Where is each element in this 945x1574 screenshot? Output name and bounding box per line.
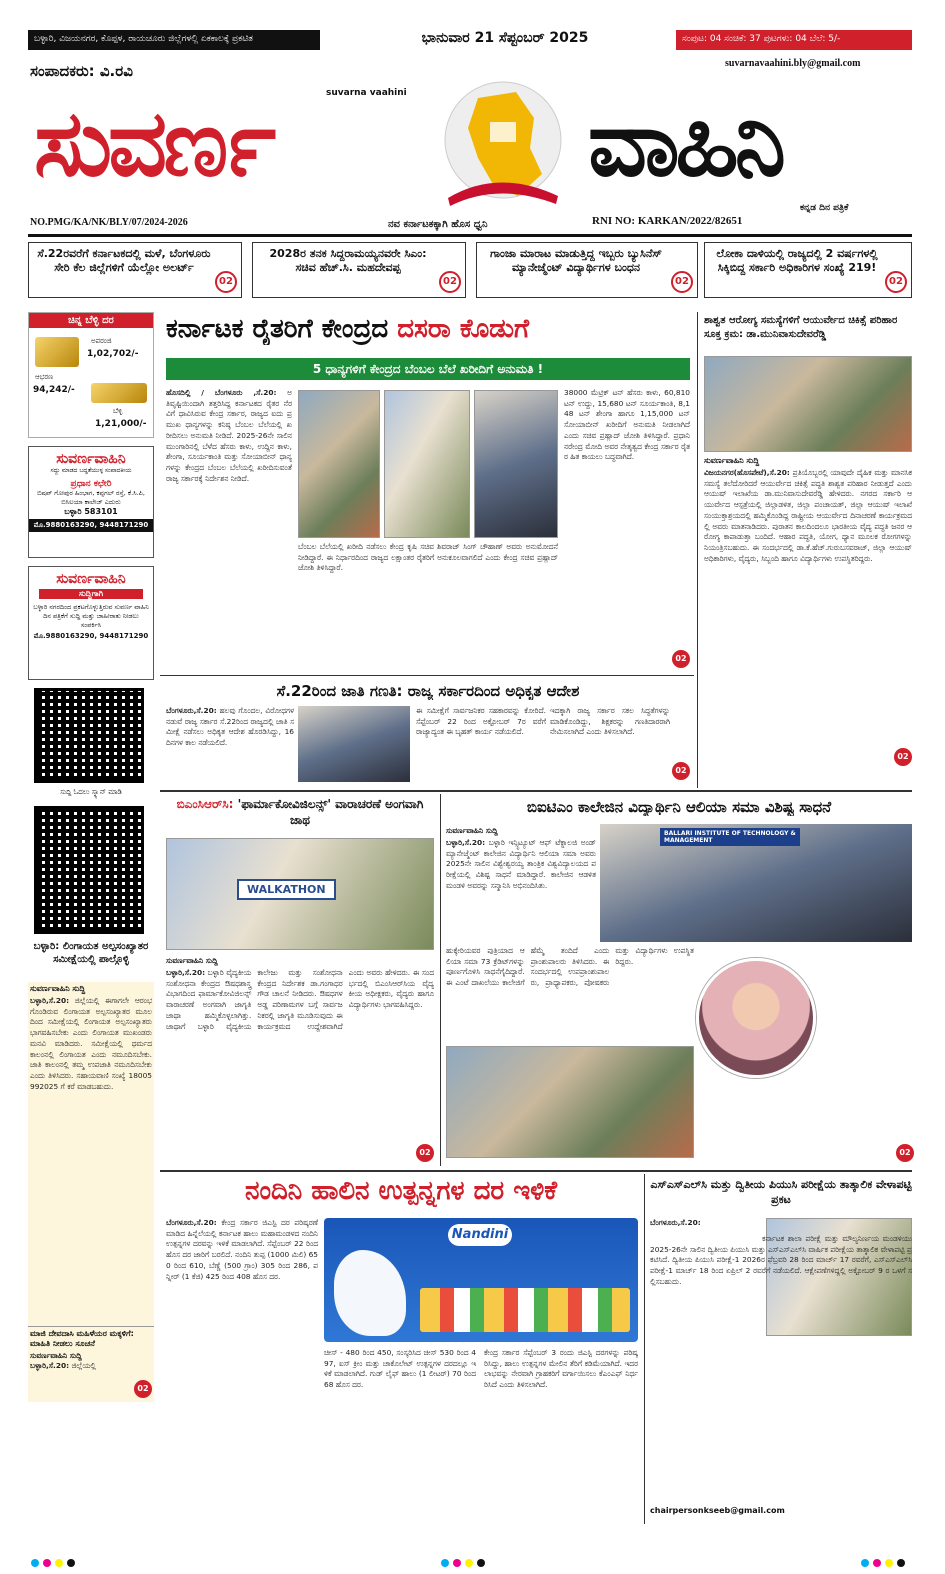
- lingayat-body-text: ಜಿಲ್ಲೆಯಲ್ಲಿ ಈಗಾಗಲೇ ಆರಂಭಗೊಂಡಿರುವ ಲಿಂಗಾಯತ ಅಲ್ಪಸಂಖ್ಯಾತರ ಮೂಲದಿಂದ ಸಮೀಕ್ಷೆಯಲ್ಲಿ ಲಿಂಗಾಯತ ಅಲ್ಪಸಂಖ್ಯಾತರು ಭಾಗವಹಿಸಬೇಕು ಎಂದು ಲಿಂಗಾಯತ ಮುಖಂಡರು ಮನವಿ ಮಾಡಿದರು. ಸಮೀಕ್ಷೆಯಲ್ಲಿ ಧರ್ಮದ ಕಾಲಂನಲ್ಲಿ ಲಿಂಗಾಯತ ಎಂದು ನಮೂದಿಸಬೇಕು. ಜಾತಿ ಕಾಲಂನಲ್ಲಿ ತಮ್ಮ ಉಪಜಾತಿ ನಮೂದಿಸಬೇಕು ಎಂದು ತಿಳಿಸಿದರು. ಸಹಾಯವಾಣಿ ಸಂಖ್ಯೆ 18005992025 ಗೆ ಕರೆ ಮಾಡಬಹುದು.: [30, 996, 152, 1091]
- page-ref-badge: 02: [885, 271, 907, 293]
- issue-date: ಭಾನುವಾರ 21 ಸೆಪ್ಟಂಬರ್ 2025: [421, 30, 589, 46]
- districts-banner: ಬಳ್ಳಾರಿ, ವಿಜಯನಗರ, ಕೊಪ್ಪಳ, ರಾಯಚೂರು ಜಿಲ್ಲೆಗಳಲ್ಲಿ ಏಕಕಾಲಕ್ಕೆ ಪ್ರಕಟಿತ: [28, 30, 320, 50]
- silver-label: ಬೆಳ್ಳಿ: [113, 407, 123, 415]
- masthead-name-left: ಸುವರ್ಣ: [34, 90, 273, 197]
- divider: [160, 675, 694, 676]
- divider: [697, 312, 698, 788]
- sslc-body: ಕರ್ನಾಟಕ ಶಾಲಾ ಪರೀಕ್ಷೆ ಮತ್ತು ಮೌಲ್ಯನಿರ್ಣಯ ಮಂಡಳಿಯು 2025-26ನೇ ಸಾಲಿನ ದ್ವಿತೀಯ ಪಿಯುಸಿ ಮತ್ತು ಎಸ್‌ಎಸ್‌ಎಲ್‌ಸಿ ವಾರ್ಷಿಕ ಪರೀಕ್ಷೆಯ ತಾತ್ಕಾಲಿಕ ವೇಳಾಪಟ್ಟಿ ಪ್ರಕಟಿಸಿದೆ. ದ್ವಿತೀಯ ಪಿಯುಸಿ ಪರೀಕ್ಷೆ-1 2026ರ ಫೆಬ್ರವರಿ 28 ರಿಂದ ಮಾರ್ಚ್ 17 ರವರೆಗೆ, ಎಸ್‌ಎಸ್‌ಎಲ್‌ಸಿ ಪರೀಕ್ಷೆ-1 ಮಾರ್ಚ್ 18 ರಿಂದ ಏಪ್ರಿಲ್ 2 ರವರೆಗೆ ನಡೆಯಲಿದೆ. ಆಕ್ಷೇಪಣೆಗಳಿದ್ದಲ್ಲಿ ಅಕ್ಟೋಬರ್ 9 ರ ಒಳಗೆ ಸಲ್ಲಿಸಬಹುದು.: [650, 1234, 912, 1286]
- brief-text: ಸೆ.22ರವರೆಗೆ ಕರ್ನಾಟಕದಲ್ಲಿ ಮಳೆ, ಬೆಂಗಳೂರು ಸೇರಿ ಕೆಲ ಜಿಲ್ಲೆಗಳಿಗೆ ಯೆಲ್ಲೋ ಅಲರ್ಟ್: [37, 247, 211, 275]
- ad-address: ಬಿಷಪ್ ಗೋಪುರ ಹಿಂಭಾಗ, ಕಪ್ಪಗಲ್ ರಸ್ತೆ, ಕೆ.ಸಿ.ಪಿ, ಬಿಸಿಲಯಾ ಕಾಲೇಜ್ ಎದುರು: [37, 489, 145, 506]
- devadasi-dateline: ಬಳ್ಳಾರಿ,ಸೆ.20:: [30, 1361, 70, 1370]
- devadasi-byline: ಸುವರ್ಣವಾಹಿನಿ ಸುದ್ದಿ: [30, 1351, 82, 1360]
- divider: [160, 790, 912, 792]
- pharma-body-text: ಬಳ್ಳಾರಿ ವೈದ್ಯಕೀಯ ಸಂಶೋಧನಾ ಕೇಂದ್ರದ ಔಷಧಶಾಸ್ತ್ರ ವಿಭಾಗದಿಂದ ಫಾರ್ಮಾಕೋವಿಜಿಲನ್ಸ್ ವಾರಾಚರಣೆ ಅಂಗವಾಗಿ ಜಾಗೃತಿ ಜಾಥಾ ಹಮ್ಮಿಕೊಳ್ಳಲಾಗಿತ್ತು. ಜಾಥಾಗೆ ಬಳ್ಳಾರಿ ವೈದ್ಯಕೀಯ ಕಾಲೇಜು ಮತ್ತು ಸಂಶೋಧನಾ ಕೇಂದ್ರದ ನಿರ್ದೇಶಕ ಡಾ.ಗಂಗಾಧರ ಗೌಡ ಚಾಲನೆ ನೀಡಿದರು. ಔಷಧಗಳ ಅಡ್ಡ ಪರಿಣಾಮಗಳ ಬಗ್ಗೆ ಸಾರ್ವಜನಿಕರಲ್ಲಿ ಜಾಗೃತಿ ಮೂಡಿಸುವುದು ಈ ಕಾರ್ಯಕ್ರಮದ ಉದ್ದೇಶವಾಗಿದೆ ಎಂದು ಅವರು ಹೇಳಿದರು. ಈ ಸಂದರ್ಭದಲ್ಲಿ ಬಿಎಂಸಿಆರ್‌ಸಿಯ ವೈದ್ಯಕೀಯ ಅಧೀಕ್ಷಕರು, ವೈದ್ಯರು ಹಾಗೂ ವಿದ್ಯಾರ್ಥಿಗಳು ಭಾಗವಹಿಸಿದ್ದರು.: [166, 968, 434, 1031]
- caste-column-3: ಇದಕ್ಕಾಗಿ ರಾಜ್ಯ ಸರ್ಕಾರ ಸಕಲ ಸಿದ್ಧತೆಗಳನ್ನು ಮಾಡಿಕೊಂಡಿದ್ದು, ಶಿಕ್ಷಕರನ್ನು ಗಣತಿದಾರರಾಗಿ ನೇಮಿಸಲಾಗಿದೆ ಎಂದು ತಿಳಿಸಲಾಗಿದೆ.: [550, 706, 670, 737]
- bitm-byline: ಸುವರ್ಣವಾಹಿನಿ ಸುದ್ದಿ: [446, 826, 498, 835]
- registration-dots-icon: [30, 1558, 100, 1568]
- ayur-body: [704, 468, 912, 764]
- nandini-column-1: [166, 1218, 318, 1522]
- sslc-headline: ಎಸ್‌ಎಸ್‌ಎಲ್‌ಸಿ ಮತ್ತು ದ್ವಿತೀಯ ಪಿಯುಸಿ ಪರೀಕ್ಷೆಯ ತಾತ್ಕಾಲಿಕ ವೇಳಾಪಟ್ಟಿ ಪ್ರಕಟ: [650, 1178, 912, 1206]
- lead-headline-main: ಕರ್ನಾಟಕ ರೈತರಿಗೆ ಕೇಂದ್ರದ: [166, 314, 389, 344]
- pharma-dateline: ಬಳ್ಳಾರಿ,ಸೆ.20:: [166, 968, 206, 977]
- devadasi-body-text: ಜಿಲ್ಲೆಯಲ್ಲಿ: [71, 1361, 96, 1370]
- ad-pin: ಬಳ್ಳಾರಿ 583101: [64, 507, 118, 516]
- issue-info: ಸಂಪುಟ: 04 ಸಂಚಿಕೆ: 37 ಪುಟಗಳು: 04 ಬೆಲೆ: 5/-: [676, 30, 912, 50]
- minister-photo: [298, 390, 380, 538]
- lead-column-3: 38000 ಮೆಟ್ರಿಕ್ ಟನ್ ಹೆಸರು ಕಾಳು, 60,810 ಟನ್ ಉದ್ದು, 15,680 ಟನ್ ಸೂರ್ಯಕಾಂತಿ, 8,148 ಟನ್ ಶೇಂಗಾ ಹಾಗೂ 1,15,000 ಟನ್ ಸೋಯಾಬೀನ್ ಖರೀದಿಗೆ ಅನುಮತಿ ನೀಡಲಾಗಿದೆ ಎಂದು ಸಚಿವ ಪ್ರಹ್ಲಾದ್ ಜೋಶಿ ತಿಳಿಸಿದ್ದಾರೆ. ಪ್ರಧಾನಿ ನರೇಂದ್ರ ಮೋದಿ ಅವರ ನೇತೃತ್ವದ ಕೇಂದ್ರ ಸರ್ಕಾರ ರೈತರ ಹಿತ ಕಾಯಲು ಬದ್ಧವಾಗಿದೆ.: [564, 388, 690, 462]
- silver-value: 1,21,000/-: [95, 419, 147, 429]
- editor-line: ಸಂಪಾದಕರು: ವಿ.ರವಿ: [30, 62, 133, 80]
- qr-caption: ಸುದ್ದಿ ಓದಲು ಸ್ಕ್ಯಾನ್ ಮಾಡಿ: [60, 788, 122, 796]
- bitm-body-2: ಹುಕ್ಕೇರಿಯವರ ಪುತ್ರಿಯಾದ ಆಲಿಯಾ ಸಮಾ 73 ಕ್ರೆಡಿಟ್‌ಗಳನ್ನು ಪೂರ್ಣಗೊಳಿಸಿ ಸಾಧನೆಗೈದಿದ್ದಾರೆ. ಈ ಎಂಟೆ ದಾಖಲೆಯು ಕಾಲೇಜಿಗೆ ಹೆಮ್ಮೆ ತಂದಿದೆ ಎಂದು ಪ್ರಾಂಶುಪಾಲರು ತಿಳಿಸಿದರು. ಈ ಸಂದರ್ಭದಲ್ಲಿ ಉಪಪ್ರಾಂಶುಪಾಲರು, ಪ್ರಾಧ್ಯಾಪಕರು, ಪೋಷಕರು ಮತ್ತು ವಿದ್ಯಾರ್ಥಿಗಳು ಉಪಸ್ಥಿತರಿದ್ದರು.: [446, 946, 694, 988]
- lead-body-1: ಅತಿವೃಷ್ಟಿಯಿಂದಾಗಿ ತತ್ತರಿಸಿದ್ದ ಕರ್ನಾಟಕದ ರೈತರ ನೆರವಿಗೆ ಧಾವಿಸಿರುವ ಕೇಂದ್ರ ಸರ್ಕಾರ, ರಾಜ್ಯದ ಐದು ಪ್ರಮುಖ ಧಾನ್ಯಗಳನ್ನು ಕನಿಷ್ಠ ಬೆಂಬಲ ಬೆಲೆಯಲ್ಲಿ ಖರೀದಿಸಲು ಅನುಮತಿ ನೀಡಿದೆ. 2025-26ನೇ ಸಾಲಿನ ಮುಂಗಾರಿನಲ್ಲಿ ಬೆಳೆದ ಹೆಸರು ಕಾಳು, ಉದ್ದಿನ ಕಾಳು, ಶೇಂಗಾ, ಸೂರ್ಯಕಾಂತಿ ಮತ್ತು ಸೋಯಾಬೀನ್ ಧಾನ್ಯಗಳನ್ನು ಕೇಂದ್ರದ ಬೆಂಬಲ ಬೆಲೆಯಲ್ಲಿ ಖರೀದಿಸುವಂತೆ ರಾಜ್ಯ ಸರ್ಕಾರಕ್ಕೆ ನಿರ್ದೇಶನ ನೀಡಿದೆ.: [166, 388, 292, 483]
- caste-headline: ಸೆ.22ರಿಂದ ಜಾತಿ ಗಣತಿ: ರಾಜ್ಯ ಸರ್ಕಾರದಿಂದ ಅಧಿಕೃತ ಆದೇಶ: [276, 682, 580, 700]
- gold-value-1: 1,02,702/-: [87, 349, 139, 359]
- caste-column-2: ಈ ಸಮೀಕ್ಷೆಗೆ ಸಾರ್ವಜನಿಕರ ಸಹಕಾರವನ್ನು ಕೋರಿದೆ. ಸೆಪ್ಟೆಂಬರ್ 22 ರಿಂದ ಅಕ್ಟೋಬರ್ 7ರ ವರೆಗೆ ರಾಜ್ಯಾದ್ಯಂತ ಈ ಬೃಹತ್ ಕಾರ್ಯ ನಡೆಯಲಿದೆ.: [416, 706, 546, 737]
- page-ref-badge: 02: [672, 650, 690, 668]
- pharma-body: [166, 968, 434, 1162]
- bitm-body-1: [446, 838, 596, 938]
- gold-value-2: 94,242/-: [33, 385, 75, 395]
- brief-text: ಲೋಕಾ ದಾಳಿಯಲ್ಲಿ ರಾಜ್ಯದಲ್ಲಿ 2 ವರ್ಷಗಳಲ್ಲಿ ಸಿಕ್ಕಿಬಿದ್ದ ಸರ್ಕಾರಿ ಅಧಿಕಾರಿಗಳ ಸಂಖ್ಯೆ 219!: [716, 247, 878, 275]
- bitm-headline: ಬಿಐಟಿಎಂ ಕಾಲೇಜಿನ ವಿದ್ಯಾರ್ಥಿನಿ ಆಲಿಯಾ ಸಮಾ ವಿಶಿಷ್ಟ ಸಾಧನೆ: [526, 798, 832, 816]
- milk-splash-icon: [334, 1250, 406, 1336]
- lingayat-dateline: ಬಳ್ಳಾರಿ,ಸೆ.20:: [30, 996, 70, 1005]
- page-ref-badge: 02: [416, 1144, 434, 1162]
- qr-code-2[interactable]: [34, 806, 144, 934]
- ad-text: ಬಳ್ಳಾರಿ ನಗರದಿಂದ ಪ್ರಕಟಗೊಳ್ಳುತ್ತಿರುವ ಸುವರ್ಣ ವಾಹಿನಿ ದಿನ ಪತ್ರಿಕೆಗೆ ಸುದ್ದಿ ಮತ್ತು ಜಾಹೀರಾತು ನೀಡಲು ಸಂಪರ್ಕಿಸಿ: [33, 603, 149, 629]
- qr-code-1[interactable]: [34, 688, 144, 783]
- divider: [644, 1174, 645, 1524]
- ayurveda-event-photo: [704, 356, 912, 452]
- ayur-byline: ಸುವರ್ಣವಾಹಿನಿ ಸುದ್ದಿ: [704, 456, 760, 465]
- registration-number: NO.PMG/KA/NK/BLY/07/2024-2026: [30, 217, 188, 228]
- caste-dateline: ಬೆಂಗಳೂರು,ಸೆ.20:: [166, 706, 217, 715]
- walkathon-photo: [166, 838, 434, 950]
- registration-dots-icon: [440, 1558, 510, 1568]
- registration-dots-icon: [860, 1558, 930, 1568]
- lead-subhead: 5 ಧಾನ್ಯಗಳಿಗೆ ಕೇಂದ್ರದ ಬೆಂಬಲ ಬೆಲೆ ಖರೀದಿಗೆ ಅನುಮತಿ !: [166, 358, 690, 380]
- masthead-latin-name: suvarna vaahini: [326, 88, 407, 98]
- page-ref-badge: 02: [672, 762, 690, 780]
- felicitation-photo: [446, 1046, 694, 1158]
- gold-label-2: ಆಭರಣ: [35, 373, 54, 381]
- institute-banner: BALLARI INSTITUTE OF TECHNOLOGY & MANAGEMENT: [660, 828, 800, 846]
- ad-brand: ಸುವರ್ಣವಾಹಿನಿ: [56, 571, 126, 587]
- brief-item[interactable]: [28, 242, 242, 298]
- student-portrait: [696, 958, 816, 1078]
- brief-item[interactable]: [252, 242, 466, 298]
- walkathon-banner: WALKATHON: [237, 879, 336, 900]
- nandini-headline: ನಂದಿನಿ ಹಾಲಿನ ಉತ್ಪನ್ನಗಳ ದರ ಇಳಿಕೆ: [244, 1176, 557, 1206]
- masthead-name-right: ವಾಹಿನಿ: [588, 90, 782, 197]
- ayur-body-text: ಪ್ರತಿಯೊಬ್ಬರಲ್ಲಿ ಯಾವುದೇ ದೈಹಿಕ ಮತ್ತು ಮಾನಸಿಕ ಸಮಸ್ಯೆ ತಲೆದೋರಿದರೆ ಆಯುರ್ವೇದ ಚಿಕಿತ್ಸೆ ಪದ್ಧತಿ ಶಾಶ್ವತ ಪರಿಹಾರ ನೀಡುತ್ತದೆ ಎಂದು ಆಯುಷ್ ಇಲಾಖೆಯ ಡಾ.ಮುನಿವಾಸುದೇವರೆಡ್ಡಿ ಹೇಳಿದರು. ನಗರದ ಸರ್ಕಾರಿ ಆಯುರ್ವೇದ ಆಸ್ಪತ್ರೆಯಲ್ಲಿ ಜಿಲ್ಲಾಡಳಿತ, ಜಿಲ್ಲಾ ಪಂಚಾಯತ್, ಜಿಲ್ಲಾ ಆಯುಷ್ ಇಲಾಖೆ ಸಂಯುಕ್ತಾಶ್ರಯದಲ್ಲಿ ಹಮ್ಮಿಕೊಂಡಿದ್ದ ರಾಷ್ಟ್ರೀಯ ಆಯುರ್ವೇದ ದಿನಾಚರಣೆ ಕಾರ್ಯಕ್ರಮದಲ್ಲಿ ಅವರು ಮಾತನಾಡಿದರು. ಪುರಾತನ ಕಾಲದಿಂದಲೂ ಭಾರತೀಯ ವೈದ್ಯ ಪದ್ಧತಿ ಜನರ ಆರೋಗ್ಯ ಕಾಪಾಡುತ್ತಾ ಬಂದಿದೆ. ಆಹಾರ ಪದ್ಧತಿ, ಯೋಗ, ಧ್ಯಾನ ಮೂಲಕ ರೋಗಗಳನ್ನು ನಿಯಂತ್ರಿಸಬಹುದು. ಈ ಸಂದರ್ಭದಲ್ಲಿ ಡಾ.ಕೆ.ಹೆಚ್.ಗುರುಬಸವರಾಜ್, ಜಿಲ್ಲಾ ಆಯುಷ್ ಅಧಿಕಾರಿಗಳು, ವೈದ್ಯರು, ಸಿಬ್ಬಂದಿ ಹಾಗೂ ವಿದ್ಯಾರ್ಥಿಗಳು ಉಪಸ್ಥಿತರಿದ್ದರು.: [704, 468, 912, 563]
- contact-email[interactable]: suvarnavaahini.bly@gmail.com: [725, 58, 861, 69]
- ayur-dateline: ವಿಜಯನಗರ(ಹೊಸಪೇಟೆ),ಸೆ.20:: [704, 468, 790, 477]
- bitm-body-1-text: ಬಳ್ಳಾರಿ ಇನ್ಸ್ಟಿಟ್ಯೂಟ್ ಆಫ್ ಟೆಕ್ನಾಲಜಿ ಅಂಡ್ ಮ್ಯಾನೇಜ್ಮೆಂಟ್ ಕಾಲೇಜಿನ ವಿದ್ಯಾರ್ಥಿನಿ ಆಲಿಯಾ ಸಮಾ ಅವರು 2025ನೇ ಸಾಲಿನ ವಿಶ್ವೇಶ್ವರಯ್ಯ ತಾಂತ್ರಿಕ ವಿಶ್ವವಿದ್ಯಾಲಯದ ಪರೀಕ್ಷೆಯಲ್ಲಿ ವಿಶಿಷ್ಟ ಸಾಧನೆ ಮಾಡಿದ್ದಾರೆ. ಕಾಲೇಜಿನ ಆಡಳಿತ ಮಂಡಳಿ ಅವರನ್ನು ಸನ್ಮಾನಿಸಿ ಅಭಿನಂದಿಸಿತು.: [446, 838, 596, 890]
- lingayat-headline: ಬಳ್ಳಾರಿ: ಲಿಂಗಾಯತ ಅಲ್ಪಸಂಖ್ಯಾತರ ಸಮೀಕ್ಷೆಯಲ್ಲಿ ಪಾಲ್ಗೊಳ್ಳಿ: [33, 941, 149, 965]
- lingayat-body: [28, 996, 154, 1326]
- nandini-dateline: ಬೆಂಗಳೂರು,ಸೆ.20:: [166, 1218, 217, 1227]
- ad-phone: ಮೊ.9880163290, 9448171290: [29, 519, 153, 532]
- order-document-photo: [384, 390, 470, 538]
- ad-title: ಸುದ್ದಿಗಾಗಿ: [39, 589, 143, 599]
- masthead-subtitle: ಕನ್ನಡ ದಿನ ಪತ್ರಿಕೆ: [800, 203, 849, 213]
- brief-text: 2028ರ ತನಕ ಸಿದ್ದರಾಮಯ್ಯನವರೇ ಸಿಎಂ: ಸಚಿವ ಹೆಚ್.ಸಿ. ಮಹದೇವಪ್ಪ: [269, 247, 427, 275]
- pharma-headline-text: 'ಫಾರ್ಮಾಕೋವಿಜಿಲನ್ಸ್' ವಾರಾಚರಣೆ ಅಂಗವಾಗಿ ಜಾಥ: [237, 797, 424, 828]
- news-contact-ad: [28, 566, 154, 680]
- ad-office-title: ಪ್ರಧಾನ ಕಛೇರಿ: [70, 479, 112, 489]
- minister-speech-photo: [474, 390, 558, 538]
- lead-headline: [166, 314, 690, 345]
- sslc-dateline: ಬೆಂಗಳೂರು,ಸೆ.20:: [650, 1218, 701, 1227]
- ad-brand: ಸುವರ್ಣವಾಹಿನಿ: [56, 451, 126, 467]
- lead-dateline: ಹೊಸದಿಲ್ಲಿ / ಬೆಂಗಳೂರು ,ಸೆ.20:: [166, 388, 277, 397]
- gold-rate-box: [28, 312, 154, 438]
- ayur-headline: ಶಾಶ್ವತ ಆರೋಗ್ಯ ಸಮಸ್ಯೆಗಳಿಗೆ ಆಯುರ್ವೇದ ಚಿಕಿತ್ಸೆ ಪರಿಹಾರ ಸೂಕ್ತ ಕ್ರಮ: ಡಾ.ಮುನಿವಾಸುದೇವರೆಡ್ಡಿ: [704, 315, 898, 340]
- page-ref-badge: 02: [134, 1380, 152, 1398]
- lead-column-2: ಬೆಂಬಲ ಬೆಲೆಯಲ್ಲಿ ಖರೀದಿ ನಡೆಸಲು ಕೇಂದ್ರ ಕೃಷಿ ಸಚಿವ ಶಿವರಾಜ್ ಸಿಂಗ್ ಚೌಹಾಣ್ ಅವರು ಅನುಮೋದನೆ ನೀಡಿದ್ದಾರೆ. ಈ ನಿರ್ಧಾರದಿಂದ ರಾಜ್ಯದ ಲಕ್ಷಾಂತರ ರೈತರಿಗೆ ಅನುಕೂಲವಾಗಲಿದೆ ಎಂದು ಕೇಂದ್ರ ಸಚಿವ ಪ್ರಹ್ಲಾದ್ ಜೋಶಿ ತಿಳಿಸಿದ್ದಾರೆ.: [298, 542, 558, 573]
- lingayat-byline: ಸುವರ್ಣವಾಹಿನಿ ಸುದ್ದಿ: [30, 984, 86, 993]
- ad-phone: ಮೊ.9880163290, 9448171290: [33, 632, 149, 640]
- lingayat-article: [28, 982, 154, 1402]
- gold-label-1: ಅಪರಂಜಿ: [91, 337, 112, 345]
- pharma-headline: [166, 796, 434, 828]
- masthead: [28, 78, 912, 228]
- sslc-email[interactable]: chairpersonkseeb@gmail.com: [650, 1506, 785, 1515]
- page-ref-badge: 02: [439, 271, 461, 293]
- devadasi-headline: ಮಾಜಿ ದೇವದಾಸಿ ಮಹಿಳೆಯರ ಮಕ್ಕಳಿಗೆ: ಮಾಹಿತಿ ನೀಡಲು ಸೂಚನೆ: [28, 1326, 154, 1351]
- brief-text: ಗಾಂಜಾ ಮಾರಾಟ ಮಾಡುತ್ತಿದ್ದ ಇಬ್ಬರು ಬ್ಯುಸಿನೆಸ್ ಮ್ಯಾನೇಜ್ಮೆಂಟ್ ವಿದ್ಯಾರ್ಥಿಗಳ ಬಂಧನ: [490, 247, 662, 275]
- page-ref-badge: 02: [896, 1144, 914, 1162]
- award-ceremony-photo: [600, 824, 912, 942]
- product-packs-icon: [420, 1288, 630, 1332]
- nandini-logo: Nandini: [448, 1224, 512, 1246]
- brief-item[interactable]: [476, 242, 698, 298]
- pharma-headline-prefix: ಬಿಎಂಸಿಆರ್‌ಸಿ:: [176, 797, 234, 811]
- caste-body-1: ಹಲವು ಗೊಂದಲ, ವಿರೋಧಗಳ ನಡುವೆ ರಾಜ್ಯ ಸರ್ಕಾರ ಸೆ.22ರಿಂದ ರಾಜ್ಯದಲ್ಲಿ ಜಾತಿ ಸಮೀಕ್ಷೆ ನಡೆಸಲು ಅಧಿಕೃತ ಆದೇಶ ಹೊರಡಿಸಿದ್ದು, 16 ದಿನಗಳ ಕಾಲ ನಡೆಯಲಿದೆ.: [166, 706, 294, 748]
- caste-column-1: [166, 706, 294, 782]
- masthead-tagline: ನವ ಕರ್ನಾಟಕಕ್ಕಾಗಿ ಹೊಸ ಧ್ವನಿ: [388, 219, 488, 230]
- office-ad: [28, 446, 154, 558]
- ad-tagline: ಸದ್ದು ಮಾಡದ ಬದ್ಧತೆಯುಳ್ಳ ಸಂಪಾದಕೀಯ: [50, 467, 132, 474]
- pharma-byline: ಸುವರ್ಣವಾಹಿನಿ ಸುದ್ದಿ: [166, 956, 218, 965]
- nandini-body-1: ಕೇಂದ್ರ ಸರ್ಕಾರ ಜಿಎಸ್ಟಿ ದರ ಪರಿಷ್ಕರಣೆ ಮಾಡಿದ ಹಿನ್ನೆಲೆಯಲ್ಲಿ ಕರ್ನಾಟಕ ಹಾಲು ಮಹಾಮಂಡಳದ ನಂದಿನಿ ಉತ್ಪನ್ನಗಳ ದರವನ್ನು ಇಳಿಕೆ ಮಾಡಲಾಗಿದೆ. ಸೆಪ್ಟೆಂಬರ್ 22 ರಿಂದ ಹೊಸ ದರ ಜಾರಿಗೆ ಬರಲಿದೆ. ನಂದಿನಿ ತುಪ್ಪ (1000 ಮಿಲಿ) 650 ರಿಂದ 610, ಬೆಣ್ಣೆ (500 ಗ್ರಾಂ) 305 ರಿಂದ 286, ಪನ್ನೀರ್ (1 ಕೆಜಿ) 425 ರಿಂದ 408 ಹೊಸ ದರ.: [166, 1218, 318, 1281]
- nandini-products-photo: [324, 1218, 638, 1342]
- gold-rate-title: ಚಿನ್ನ ಬೆಳ್ಳಿ ದರ: [29, 313, 153, 328]
- masthead-rule: [28, 234, 912, 237]
- gold-bar-icon: [35, 337, 79, 367]
- page-ref-badge: 02: [215, 271, 237, 293]
- brief-item[interactable]: [704, 242, 912, 298]
- gold-bar-icon: [91, 383, 147, 403]
- bitm-dateline: ಬಳ್ಳಾರಿ,ಸೆ.20:: [446, 838, 486, 847]
- page-ref-badge: 02: [671, 271, 693, 293]
- rni-number: RNI NO: KARKAN/2022/82651: [592, 215, 743, 227]
- page-ref-badge: 02: [894, 748, 912, 766]
- nandini-column-3: ಕೇಂದ್ರ ಸರ್ಕಾರ ಸೆಪ್ಟೆಂಬರ್ 3 ರಂದು ಜಿಎಸ್ಟಿ ದರಗಳನ್ನು ಪರಿಷ್ಕರಿಸಿದ್ದು, ಹಾಲು ಉತ್ಪನ್ನಗಳ ಮೇಲಿನ ತೆರಿಗೆ ಕಡಿಮೆಯಾಗಿದೆ. ಇದರ ಲಾಭವನ್ನು ನೇರವಾಗಿ ಗ್ರಾಹಕರಿಗೆ ವರ್ಗಾಯಿಸಲು ಕೆಎಂಎಫ್ ನಿರ್ಧರಿಸಿದೆ ಎಂದು ತಿಳಿಸಲಾಗಿದೆ.: [484, 1348, 638, 1390]
- chief-minister-photo: [298, 706, 410, 782]
- divider: [440, 794, 441, 1166]
- lead-column-1: [166, 388, 292, 668]
- divider: [160, 1170, 912, 1172]
- lead-headline-highlight: ದಸರಾ ಕೊಡುಗೆ: [397, 314, 530, 344]
- karnataka-map-emblem-icon: [438, 78, 568, 218]
- nandini-column-2: ಚೀಸ್ - 480 ರಿಂದ 450, ಸಂಸ್ಕರಿಸಿದ ಚೀಸ್ 530 ರಿಂದ 497, ಐಸ್ ಕ್ರೀಂ ಮತ್ತು ಚಾಕೊಲೇಟ್ ಉತ್ಪನ್ನಗಳ ದರದಲ್ಲೂ ಇಳಿಕೆ ಮಾಡಲಾಗಿದೆ. ಗುಡ್ ಲೈಫ್ ಹಾಲು (1 ಲೀಟರ್) 70 ರಿಂದ 68 ಹೊಸ ದರ.: [324, 1348, 476, 1390]
- devadasi-body: [28, 1361, 154, 1372]
